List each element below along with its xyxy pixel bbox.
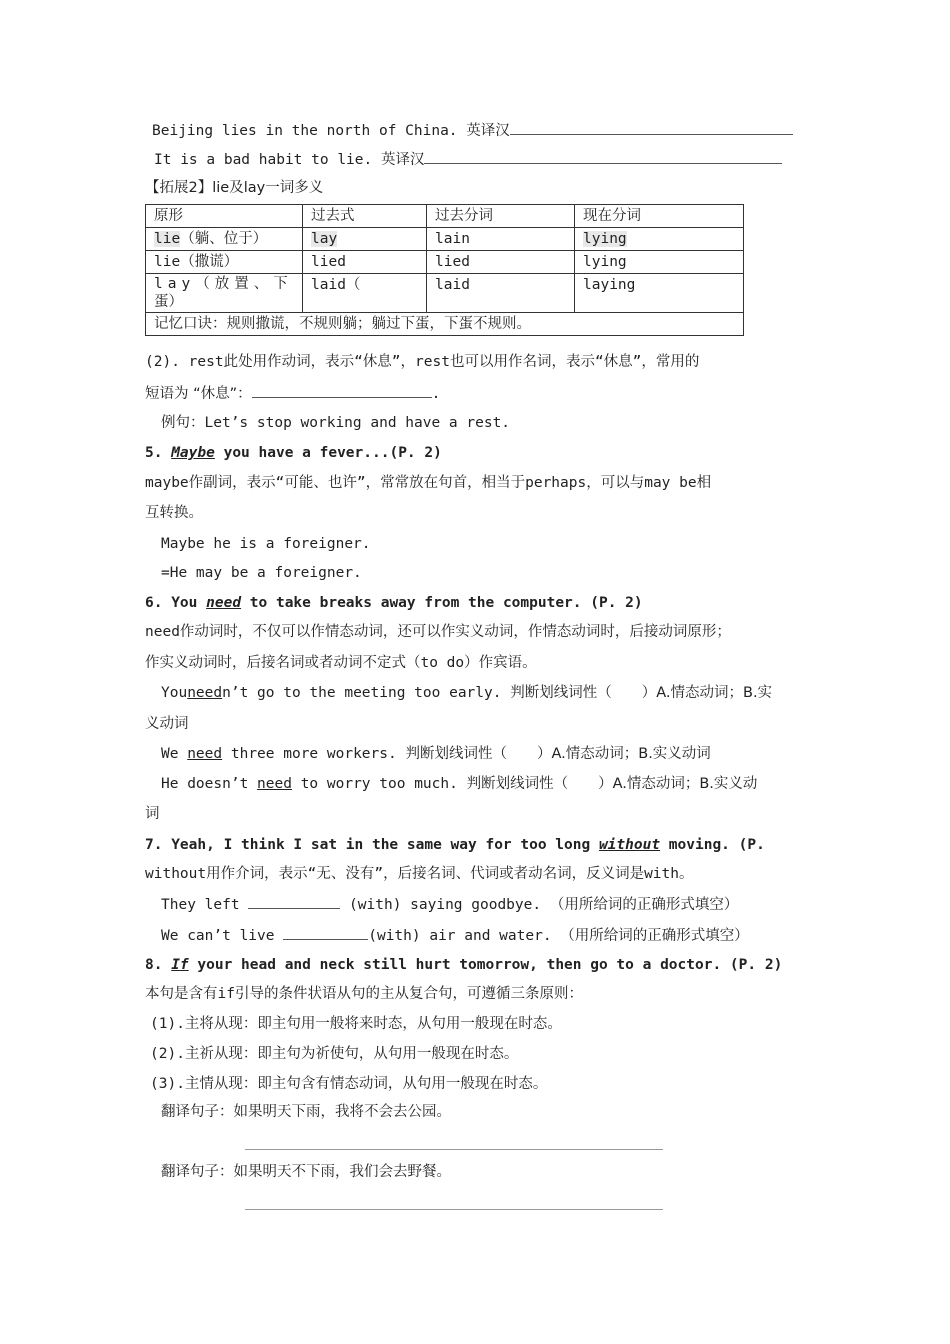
table-cell: lied — [427, 251, 575, 274]
table-cell: lie（撒谎） — [146, 251, 303, 274]
item-8-explanation: 本句是含有if引导的条件状语从句的主从复合句，可遵循三条原则： — [145, 986, 583, 1002]
item-6-question-3-wrap: 词 — [145, 806, 160, 822]
translation-line-2 — [154, 149, 782, 170]
keyword: need — [206, 595, 242, 611]
instruction-label: 英译汉 — [466, 123, 510, 139]
item-6-question-3: He doesn’t need to worry too much. 判断划线词性（ ）A.情态动词；B.实义动 — [161, 776, 758, 792]
answer-blank[interactable] — [510, 120, 793, 135]
header-cell: 原形 — [146, 205, 303, 228]
extension-heading: 【拓展2】lie及lay一词多义 — [145, 180, 324, 196]
item-5-heading: 5. Maybe you have a fever...(P. 2) — [145, 445, 442, 461]
item-5-example-2: =He may be a foreigner. — [161, 565, 362, 581]
table-row — [146, 274, 744, 313]
item-6-heading: 6. You need to take breaks away from the computer. (P. 2) — [145, 595, 643, 611]
rest-explanation-line-1: (2). rest此处用作动词，表示“休息”，rest也可以用作名词，表示“休息”，常用的 — [145, 354, 700, 370]
table-row — [146, 251, 744, 274]
item-7-explanation: without用作介词，表示“无、没有”，后接名词、代词或者动名词，反义词是with。 — [145, 866, 694, 882]
table-cell: laid — [427, 274, 575, 313]
item-6-explanation-1: need作动词时，不仅可以作情态动词，还可以作实义动词，作情态动词时，后接动词原形； — [145, 624, 731, 640]
rest-explanation-line-2: 短语为 “休息”： . — [145, 383, 440, 404]
keyword: without — [598, 837, 661, 853]
rule-1: (1).主将从现：即主句用一般将来时态，从句用一般现在时态。 — [150, 1016, 562, 1032]
keyword: Maybe — [171, 445, 215, 461]
item-7-exercise-2: We can’t live (with) air and water. （用所给词的正确形式填空） — [161, 925, 749, 946]
rest-example: 例句：Let’s stop working and have a rest. — [161, 415, 511, 431]
header-cell: 过去分词 — [427, 205, 575, 228]
answer-blank[interactable] — [424, 149, 782, 164]
item-5-explanation-2: 互转换。 — [145, 505, 203, 521]
table-cell: lay — [303, 228, 427, 251]
item-5-example-1: Maybe he is a foreigner. — [161, 536, 371, 552]
answer-line[interactable] — [245, 1149, 663, 1150]
table-row — [146, 228, 744, 251]
table-row — [146, 313, 744, 336]
table-cell: lain — [427, 228, 575, 251]
table-cell: lie（躺、位于） — [146, 228, 303, 251]
verb-forms-table — [145, 204, 744, 336]
sentence-text: It is a bad habit to lie. — [154, 152, 373, 168]
sentence-text: Beijing lies in the north of China. — [152, 123, 458, 139]
item-6-question-1-wrap: 义动词 — [145, 716, 189, 732]
translation-task-1: 翻译句子：如果明天下雨，我将不会去公园。 — [161, 1104, 451, 1120]
table-cell: laying — [575, 274, 744, 313]
table-cell: laid（ — [303, 274, 427, 313]
table-cell: lied — [303, 251, 427, 274]
item-6-question-2: We need three more workers. 判断划线词性（ ）A.情态动词；B.实义动词 — [161, 746, 711, 762]
item-6-question-1: Youneedn’t go to the meeting too early. 判断划线词性（ ）A.情态动词；B.实 — [161, 685, 773, 701]
translation-task-2: 翻译句子：如果明天不下雨，我们会去野餐。 — [161, 1164, 451, 1180]
item-6-explanation-2: 作实义动词时，后接名词或者动词不定式（to do）作宾语。 — [145, 655, 537, 671]
table-header-row — [146, 205, 744, 228]
rule-2: (2).主祈从现：即主句为祈使句，从句用一般现在时态。 — [150, 1046, 519, 1062]
item-8-heading: 8. If your head and neck still hurt tomorrow, then go to a doctor. (P. 2) — [145, 957, 783, 973]
answer-blank[interactable] — [248, 894, 340, 909]
item-7-exercise-1: They left (with) saying goodbye. （用所给词的正确形式填空） — [161, 894, 738, 915]
instruction-label: 英译汉 — [380, 152, 425, 168]
mnemonic-cell: 记忆口诀：规则撒谎，不规则躺；躺过下蛋，下蛋不规则。 — [146, 313, 744, 336]
item-7-heading: 7. Yeah, I think I sat in the same way for too long without moving. (P. — [145, 837, 765, 853]
table-cell: lying — [575, 251, 744, 274]
table-cell: lay（放置、下 蛋） — [146, 274, 303, 313]
item-5-explanation-1: maybe作副词，表示“可能、也许”，常常放在句首，相当于perhaps，可以与may be相 — [145, 475, 712, 491]
answer-line[interactable] — [245, 1209, 663, 1210]
answer-blank[interactable] — [283, 925, 368, 940]
answer-blank[interactable] — [252, 383, 432, 398]
translation-line-1 — [152, 120, 793, 141]
keyword: If — [171, 957, 189, 973]
rule-3: (3).主情从现：即主句含有情态动词，从句用一般现在时态。 — [150, 1076, 548, 1092]
header-cell: 过去式 — [303, 205, 427, 228]
table-cell: lying — [575, 228, 744, 251]
header-cell: 现在分词 — [575, 205, 744, 228]
